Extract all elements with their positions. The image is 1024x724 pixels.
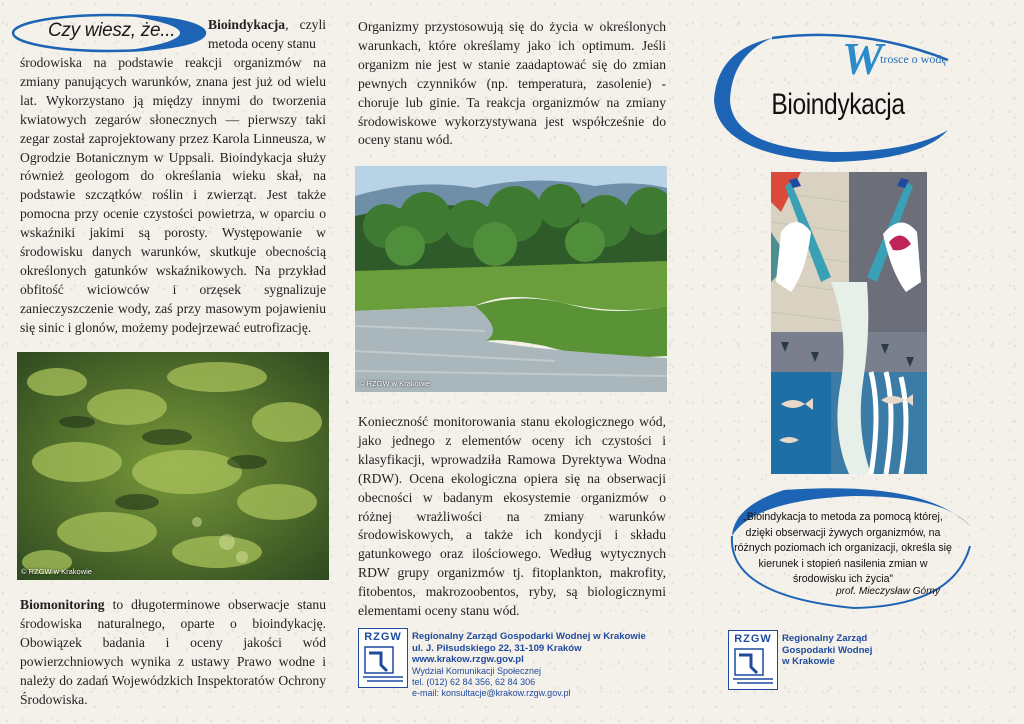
intro-first-text: , czyli metoda oceny stanu: [208, 17, 326, 51]
brand-tagline: trosce o wodę: [880, 52, 947, 66]
org-name: Regionalny Zarząd Gospodarki Wodnej w Krakowie: [412, 631, 646, 642]
algae-image-icon: [17, 352, 329, 580]
org-name-line3: w Krakowie: [782, 656, 835, 667]
photo-credit: © RZGW w Krakowie: [359, 379, 430, 388]
org-footer-right: [782, 633, 902, 668]
intro-first-line: [208, 16, 326, 54]
contact-footer: [412, 631, 672, 699]
page-title: Bioindykacja: [771, 88, 905, 121]
river-image-icon: [355, 166, 667, 392]
intro-paragraph: środowiska na podstawie reakcji organizmów na zmiany panujących warunków, znana jest już od wielu lat. Wykorzystano ją między innymi do tworzenia kwiatowych zegarów słonecznych — pierwszy taki zegar został zaprojektowany przez Karola Linneusza, w Ogrodzie Botanicznym w Uppsali. Bioindykacja służy również geologom do określania wieku skał, na podstawie szczątków roślin i zwierząt. Jest także pomocna przy ocenie czystości powietrza, w oparciu o wskaźniki jakimi są porosty. Występowanie w środowisku danych warunków, skutkuje obecnością określonych gatunków wskaźnikowych. Na przykład obfitość wiciowców i orzęsek sygnalizuje zanieczyszczenie wody, zaś przy masowym pojawieniu się sinic i glonów, możemy podejrzewać eutrofizację.: [20, 55, 326, 335]
org-phone: tel. (012) 62 84 356, 62 84 306: [412, 676, 536, 687]
monitoring-paragraph: Konieczność monitorowania stanu ekologicznego wód, jako jednego z elementów oceny ich czystości i klasyfikacji, wprowadziła Ramowa Dyrektywa Wodna (RDW). Ocena ekologiczna opiera się na obserwacji obecności w badanym ekosystemie organizmów o różnej wrażliwości na zmiany warunków środowiskowych, a także ich kondycji i składu gatunkowego oraz ilościowego. Według wytycznych RDW grupy organizmów tj. fitoplankton, makrofity, fitobentos, makrozoobentos, ryby, są biologicznymi elementami oceny stanu wód.: [358, 414, 666, 619]
definition-quote: „Bioindykacja to metoda za pomocą której, dzięki obserwacji żywych organizmów, na różnych poziomach ich organizacji, określa się kierunek i stopień nasilenia zmian w środowisku ich życia”: [734, 511, 952, 585]
org-name-line2: Gospodarki Wodnej: [782, 644, 873, 656]
quote-author: prof. Mieczysław Górny: [836, 586, 940, 597]
river-photo: [355, 166, 667, 392]
org-website-link[interactable]: www.krakow.rzgw.gov.pl: [412, 654, 524, 665]
did-you-know-callout: [10, 12, 208, 54]
bioindication-illustration: [771, 172, 927, 474]
rzgw-logo-text: RZGW: [734, 633, 772, 645]
callout-title: Czy wiesz, że...: [48, 20, 176, 41]
biomonitoring-term: Biomonitoring: [20, 597, 105, 612]
adaptation-paragraph: Organizmy przystosowują się do życia w określonych warunkach, które określamy jako ich optimum. Jeśli organizm nie jest w stanie zaadaptować się do zmian pewnych czynników (np. temperatura, zasolenie) - choruje lub ginie. Ta reakcja organizmów na zmiany środowiskowe wykorzystywana jest współcześnie do oceny stanu wód.: [358, 19, 666, 148]
brand-w-mark: W: [842, 33, 883, 84]
org-email-link[interactable]: e-mail: konsultacje@krakow.rzgw.gov.pl: [412, 687, 571, 698]
biomonitoring-paragraph: [20, 596, 326, 709]
rzgw-emblem-icon: [729, 645, 777, 689]
rzgw-emblem-icon: [359, 643, 407, 687]
intro-term: Bioindykacja: [208, 17, 286, 32]
rzgw-logo: [728, 630, 778, 690]
org-address: ul. J. Piłsudskiego 22, 31-109 Kraków: [412, 642, 582, 654]
org-name-line1: Regionalny Zarząd: [782, 633, 868, 644]
rzgw-logo: [358, 628, 408, 688]
photo-credit: © RZGW w Krakowie: [21, 567, 92, 576]
algae-photo: [17, 352, 329, 580]
biomonitoring-text: to długoterminowe obserwacje stanu środowiska naturalnego, oparte o bioindykację. Obowiązek badania i oceny jakości wód powierzchniowych wynika z ustawy Prawo wodne i należy do zadań Wojewódzkich Inspektoratów Ochrony Środowiska.: [20, 597, 326, 707]
rzgw-logo-text: RZGW: [364, 631, 402, 643]
org-department: Wydział Komunikacji Społecznej: [412, 665, 541, 676]
